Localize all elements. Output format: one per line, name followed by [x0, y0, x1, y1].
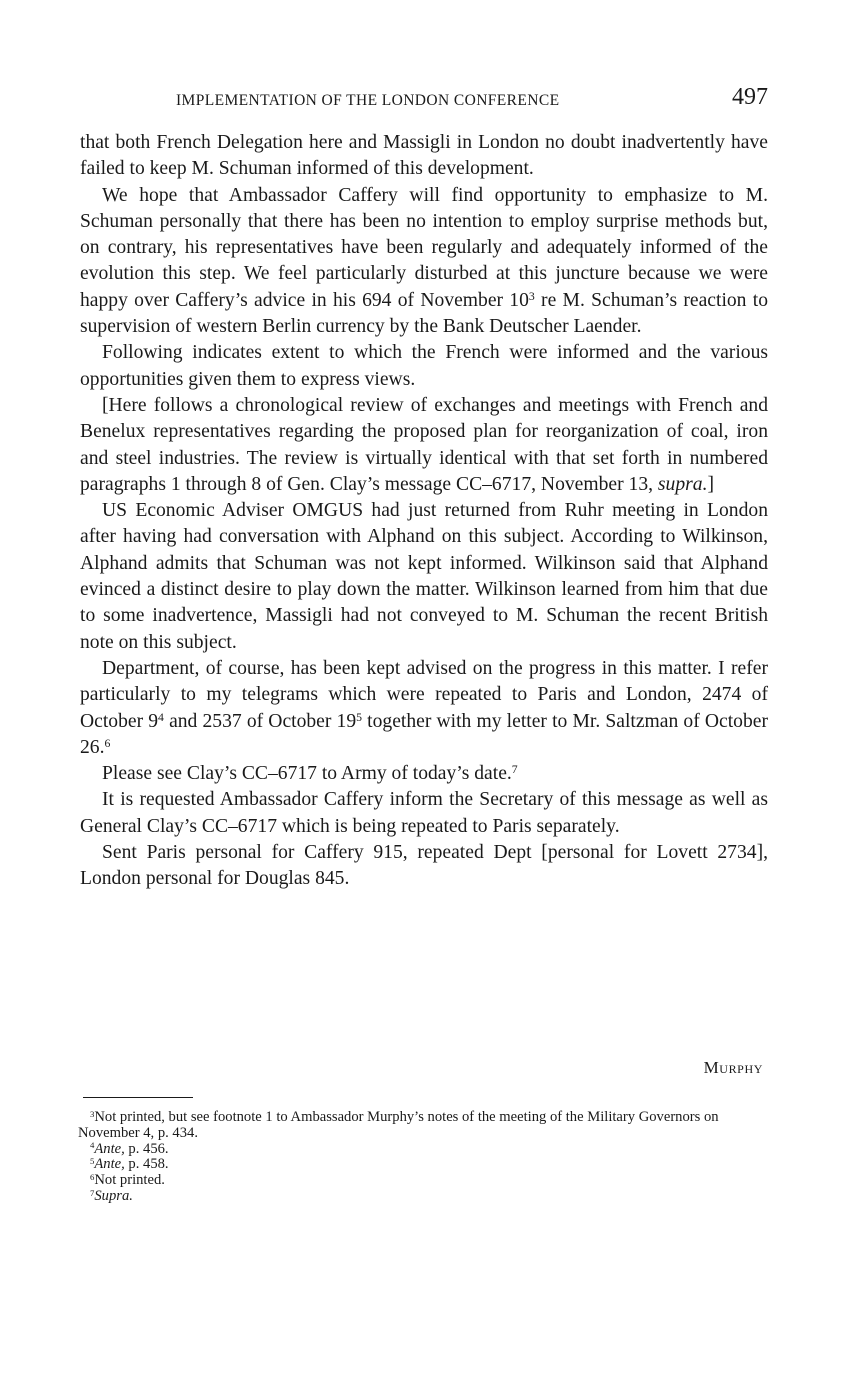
- footnote: $^7$Supra.: [90, 1187, 133, 1204]
- paragraph: [Here follows a chronological review of exchanges and meetings with French and Benelux representatives regarding the proposed plan for reorganization of coal, iron and steel industries. The review is virtually identical with that set forth in numbered paragraphs 1 through 8 of Gen. Clay’s message CC–6717, November 13, supra.]: [80, 394, 768, 495]
- footnote: $^3$Not printed, but see footnote 1 to Ambassador Murphy’s notes of the meeting of the Military Governors on November 4, p. 434.: [78, 1108, 719, 1141]
- footnote-ref: 5: [356, 710, 363, 724]
- body-text: [80, 130, 768, 893]
- page-header: [176, 84, 770, 114]
- page-number: 497: [732, 84, 768, 110]
- paragraph: Please see Clay’s CC–6717 to Army of today’s date.$^7$: [102, 763, 518, 785]
- footnote-ref: 3: [528, 289, 535, 303]
- paragraph: that both French Delegation here and Massigli in London no doubt inadvertently have failed to keep M. Schuman informed of this development.: [80, 132, 768, 180]
- footnote-divider: [83, 1097, 193, 1098]
- footnote-ref: 6: [104, 736, 111, 750]
- footnote: $^5$Ante, p. 458.: [90, 1156, 169, 1173]
- supra-reference: supra.: [657, 473, 708, 495]
- footnotes: [78, 1110, 768, 1205]
- footnote-ref: 7: [511, 763, 518, 777]
- paragraph: US Economic Adviser OMGUS had just returned from Ruhr meeting in London after having had conversation with Alphand on this subject. According to Wilkinson, Alphand admits that Schuman was not kept informed. Wilkinson said that Alphand evinced a distinct desire to play down the matter. Wilkinson learned from him that due to some inadvertence, Massigli had not conveyed to M. Schuman the recent British note on this subject.: [80, 500, 768, 653]
- signature: Murphy: [703, 1058, 763, 1077]
- running-title: IMPLEMENTATION OF THE LONDON CONFERENCE: [176, 92, 560, 109]
- paragraph: Department, of course, has been kept advised on the progress in this matter. I refer particularly to my telegrams which were repeated to Paris and London, 2474 of October $9^4$ and 2537 of October $19^5$ together with my letter to Mr. Saltzman of October 26.$^6$: [80, 657, 768, 758]
- paragraph: Sent Paris personal for Caffery 915, repeated Dept [personal for Lovett 2734], London personal for Douglas 845.: [80, 842, 768, 890]
- paragraph: We hope that Ambassador Caffery will find opportunity to emphasize to M. Schuman personally that there has been no intention to employ surprise methods but, on contrary, his representatives have been regularly and adequately informed of the evolution this step. We feel particularly disturbed at this juncture because we were happy over Caffery’s advice in his 694 of November $10^3$ re M. Schuman’s reaction to supervision of western Berlin currency by the Bank Deutscher Laender.: [80, 184, 768, 338]
- footnote-ref: 4: [158, 710, 164, 724]
- paragraph: Following indicates extent to which the French were informed and the various opportunities given them to express views.: [80, 342, 768, 390]
- footnote: $^4$Ante, p. 456.: [90, 1140, 169, 1157]
- footnote: $^6$Not printed.: [90, 1171, 165, 1189]
- paragraph: It is requested Ambassador Caffery inform the Secretary of this message as well as General Clay’s CC–6717 which is being repeated to Paris separately.: [80, 789, 768, 837]
